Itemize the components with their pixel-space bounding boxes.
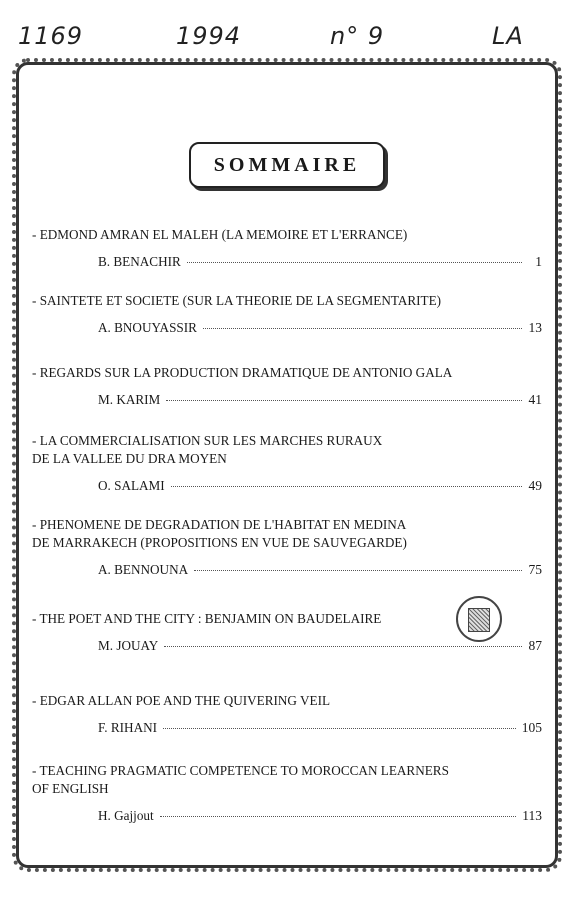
toc-entry-title-line: DE LA VALLEE DU DRA MOYEN bbox=[32, 451, 227, 466]
toc-entry-title-line: - REGARDS SUR LA PRODUCTION DRAMATIQUE DE ANTONIO GALA bbox=[32, 365, 453, 380]
toc-entry bbox=[32, 692, 542, 736]
dot-leader bbox=[187, 262, 522, 263]
toc-entry bbox=[32, 516, 542, 578]
dot-leader bbox=[160, 816, 517, 817]
toc-entry-author: A. BENNOUNA bbox=[98, 562, 189, 577]
handwritten-year: 1994 bbox=[176, 22, 242, 50]
toc-entry-author-row bbox=[32, 478, 542, 494]
toc-entry-title bbox=[32, 432, 542, 468]
toc-entry-author-row bbox=[32, 320, 542, 336]
toc-entry bbox=[32, 762, 542, 824]
toc-entry-title bbox=[32, 692, 542, 710]
toc-entry-author-row bbox=[32, 638, 542, 654]
toc-entry-title-line: - THE POET AND THE CITY : BENJAMIN ON BAUDELAIRE bbox=[32, 611, 382, 626]
toc-entry-author: H. Gajjout bbox=[98, 808, 154, 823]
toc-entry-title-line: OF ENGLISH bbox=[32, 781, 109, 796]
toc-entry-page: 13 bbox=[528, 320, 542, 335]
dot-leader bbox=[163, 728, 516, 729]
toc-entry-title-line: - LA COMMERCIALISATION SUR LES MARCHES RURAUX bbox=[32, 433, 383, 448]
toc-entry-author: M. KARIM bbox=[98, 392, 161, 407]
toc-entry-title-line: - EDGAR ALLAN POE AND THE QUIVERING VEIL bbox=[32, 693, 331, 708]
toc-entry-author-row bbox=[32, 562, 542, 578]
toc-entry-page: 49 bbox=[528, 478, 542, 493]
toc-entry-author: O. SALAMI bbox=[98, 478, 165, 493]
toc-entry-author-row bbox=[32, 720, 542, 736]
toc-entry-title bbox=[32, 226, 542, 244]
toc-entry-author: M. JOUAY bbox=[98, 638, 159, 653]
handwritten-issue: n° 9 bbox=[330, 22, 385, 50]
toc-entry-page: 41 bbox=[528, 392, 542, 407]
toc-entry-author-row bbox=[32, 254, 542, 270]
toc-entry bbox=[32, 292, 542, 336]
toc-entry-title bbox=[32, 516, 542, 552]
toc-entry-title-line: - PHENOMENE DE DEGRADATION DE L'HABITAT EN MEDINA bbox=[32, 517, 407, 532]
toc-entry-page: 113 bbox=[522, 808, 542, 823]
toc-entry-author: A. BNOUYASSIR bbox=[98, 320, 197, 335]
toc-entry-page: 87 bbox=[528, 638, 542, 653]
toc-entry-title-line: - SAINTETE ET SOCIETE (SUR LA THEORIE DE LA SEGMENTARITE) bbox=[32, 293, 442, 308]
toc-entry-title-line: DE MARRAKECH (PROPOSITIONS EN VUE DE SAUVEGARDE) bbox=[32, 535, 407, 550]
dot-leader bbox=[164, 646, 522, 647]
toc-entry-title bbox=[32, 762, 542, 798]
toc-entry bbox=[32, 432, 542, 494]
sommaire-title: SOMMAIRE bbox=[189, 142, 385, 188]
toc-entry-page: 75 bbox=[528, 562, 542, 577]
toc-entry-page: 105 bbox=[521, 720, 542, 735]
toc-entry-author-row bbox=[32, 392, 542, 408]
toc-entry bbox=[32, 364, 542, 408]
toc-entry-page: 1 bbox=[535, 254, 542, 269]
toc-entry-author-row bbox=[32, 808, 542, 824]
toc-entry-author: F. RIHANI bbox=[98, 720, 158, 735]
dot-leader bbox=[203, 328, 522, 329]
library-stamp-icon bbox=[456, 596, 502, 642]
toc-entry bbox=[32, 226, 542, 270]
handwritten-mark: LA bbox=[492, 22, 524, 50]
dot-leader bbox=[166, 400, 522, 401]
toc-entry-title-line: - EDMOND AMRAN EL MALEH (LA MEMOIRE ET L'ERRANCE) bbox=[32, 227, 408, 242]
toc-entry-title bbox=[32, 292, 542, 310]
toc-entry-title bbox=[32, 364, 542, 382]
toc-entry-author: B. BENACHIR bbox=[98, 254, 181, 269]
dot-leader bbox=[171, 486, 522, 487]
toc-entry-title-line: - TEACHING PRAGMATIC COMPETENCE TO MOROCCAN LEARNERS bbox=[32, 763, 449, 778]
dot-leader bbox=[194, 570, 522, 571]
handwritten-reference: 1169 bbox=[18, 22, 84, 50]
